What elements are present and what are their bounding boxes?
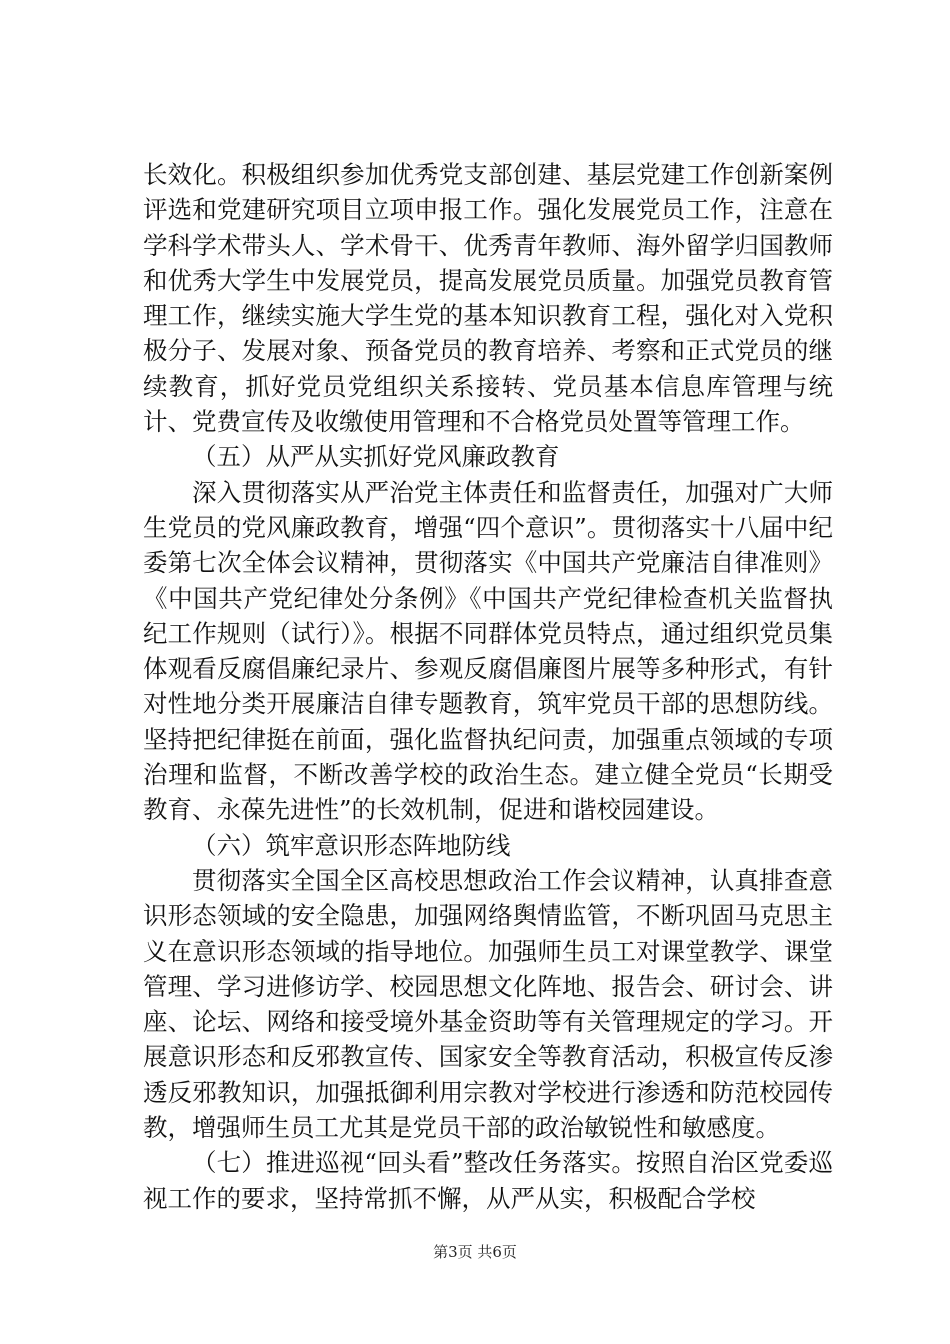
paragraph-section-6: 贯彻落实全国全区高校思想政治工作会议精神，认真排查意识形态领域的安全隐患，加强网络舆情监管，不断巩固马克思主义在意识形态领域的指导地位。加强师生员工对课堂教学、课堂管理、学习进修访学、校园思想文化阵地、报告会、研讨会、讲座、论坛、网络和接受境外基金资助等有关管理规定的学习。开展意识形态和反邪教宣传、国家安全等教育活动，积极宣传反渗透反邪教知识，加强抵御利用宗教对学校进行渗透和防范校园传教，增强师生员工尤其是党员干部的政治敏锐性和敏感度。 <box>143 865 833 1143</box>
page-number-footer: 第3页 共6页 <box>433 1243 517 1261</box>
section-heading-6: （六）筑牢意识形态阵地防线 <box>192 830 511 860</box>
document-body <box>143 157 833 1216</box>
paragraph-continuation: 长效化。积极组织参加优秀党支部创建、基层党建工作创新案例评选和党建研究项目立项申报工作。强化发展党员工作，注意在学科学术带头人、学术骨干、优秀青年教师、海外留学归国教师和优秀大学生中发展党员，提高发展党员质量。加强党员教育管理工作，继续实施大学生党的基本知识教育工程，强化对入党积极分子、发展对象、预备党员的教育培养、考察和正式党员的继续教育，抓好党员党组织关系接转、党员基本信息库管理与统计、党费宣传及收缴使用管理和不合格党员处置等管理工作。 <box>143 160 833 437</box>
section-heading-7: （七）推进巡视“回头看”整改任务落实。按照自治区党委巡视工作的要求，坚持常抓不懈，从严从实，积极配合学校 <box>143 1148 833 1213</box>
paragraph-section-5: 深入贯彻落实从严治党主体责任和监督责任，加强对广大师生党员的党风廉政教育，增强“四个意识”。贯彻落实十八届中纪委第七次全体会议精神，贯彻落实《中国共产党廉洁自律准则》《中国共产党纪律处分条例》《中国共产党纪律检查机关监督执纪工作规则（试行）》。根据不同群体党员特点，通过组织党员集体观看反腐倡廉纪录片、参观反腐倡廉图片展等多种形式，有针对性地分类开展廉洁自律专题教育，筑牢党员干部的思想防线。坚持把纪律挺在前面，强化监督执纪问责，加强重点领域的专项治理和监督，不断改善学校的政治生态。建立健全党员“长期受教育、永葆先进性”的长效机制，促进和谐校园建设。 <box>143 477 833 825</box>
section-heading-5: （五）从严从实抓好党风廉政教育 <box>192 442 560 472</box>
